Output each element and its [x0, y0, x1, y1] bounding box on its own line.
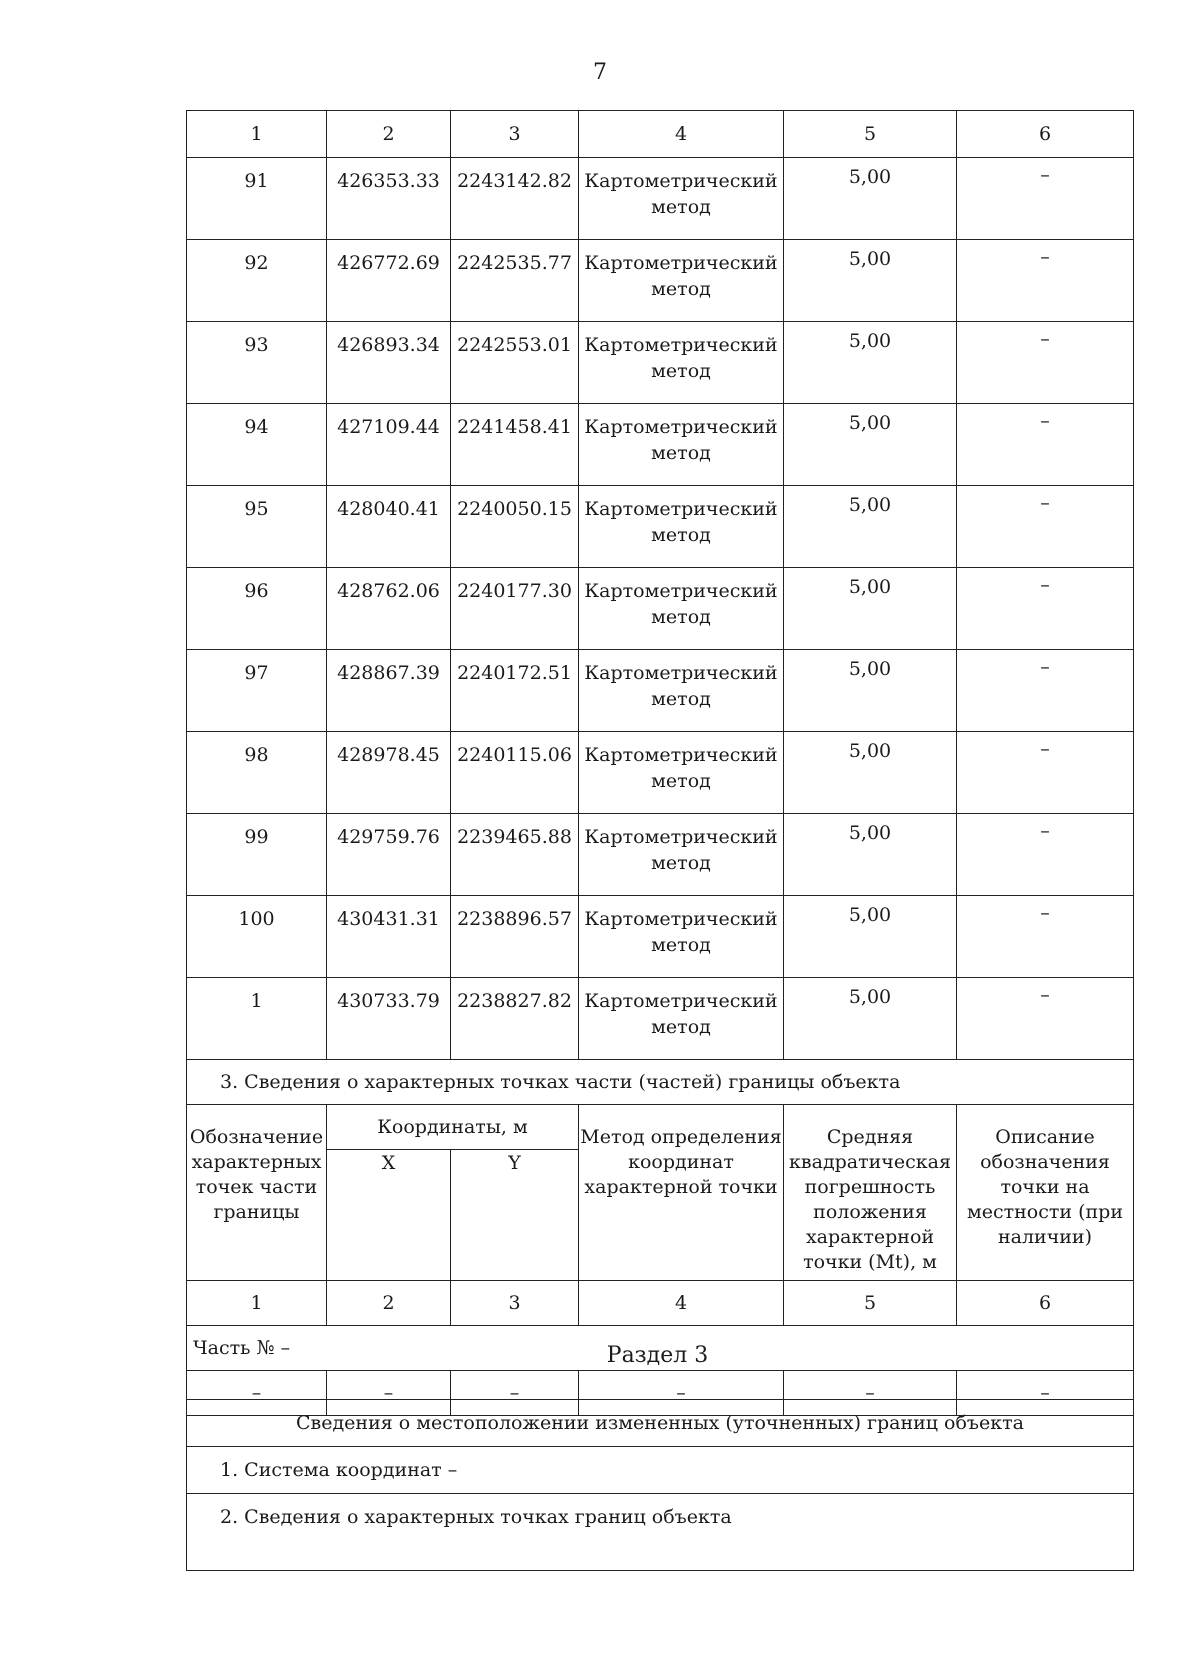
- description-cell: –: [957, 158, 1134, 240]
- method-header: Метод определения координат характерной точки: [579, 1105, 784, 1281]
- x-coordinate: 430431.31: [327, 896, 451, 978]
- dash-cell: –: [957, 1371, 1134, 1416]
- x-coordinate: 428762.06: [327, 568, 451, 650]
- y-coordinate: 2238896.57: [451, 896, 579, 978]
- section-3-title-row: [187, 1060, 1134, 1105]
- error-value: 5,00: [784, 978, 957, 1060]
- y-coordinate: 2242535.77: [451, 240, 579, 322]
- column-number: 6: [957, 1281, 1134, 1326]
- dash-cell: –: [451, 1371, 579, 1416]
- column-number: 2: [327, 111, 451, 158]
- column-number: 3: [451, 1281, 579, 1326]
- changed-boundaries-table: [186, 1399, 1134, 1571]
- table-row: [187, 814, 1134, 896]
- description-cell: –: [957, 978, 1134, 1060]
- coordinates-header: Координаты, м: [327, 1105, 579, 1150]
- section-3-title: 3. Сведения о характерных точках части (частей) границы объекта: [187, 1060, 1134, 1105]
- method-cell: Картометрический метод: [579, 158, 784, 240]
- point-number: 91: [187, 158, 327, 240]
- point-number: 94: [187, 404, 327, 486]
- method-cell: Картометрический метод: [579, 568, 784, 650]
- column-number: 1: [187, 111, 327, 158]
- x-coordinate: 428040.41: [327, 486, 451, 568]
- column-number: 4: [579, 111, 784, 158]
- x-header: X: [327, 1150, 451, 1281]
- point-number: 93: [187, 322, 327, 404]
- column-number: 3: [451, 111, 579, 158]
- x-coordinate: 430733.79: [327, 978, 451, 1060]
- description-cell: –: [957, 404, 1134, 486]
- column-number: 5: [784, 1281, 957, 1326]
- error-value: 5,00: [784, 568, 957, 650]
- point-number: 100: [187, 896, 327, 978]
- y-coordinate: 2238827.82: [451, 978, 579, 1060]
- table-row: [187, 896, 1134, 978]
- point-designation-header: Обозначение характерных точек части границы: [187, 1105, 327, 1281]
- column-number: 2: [327, 1281, 451, 1326]
- table-row: [187, 240, 1134, 322]
- description-cell: –: [957, 814, 1134, 896]
- error-value: 5,00: [784, 896, 957, 978]
- x-coordinate: 426353.33: [327, 158, 451, 240]
- table-row: [187, 732, 1134, 814]
- method-cell: Картометрический метод: [579, 732, 784, 814]
- error-value: 5,00: [784, 732, 957, 814]
- error-value: 5,00: [784, 486, 957, 568]
- coordinate-system-row: 1. Система координат –: [187, 1447, 1134, 1494]
- error-value: 5,00: [784, 404, 957, 486]
- part-label: Часть № –: [187, 1326, 1134, 1371]
- point-number: 99: [187, 814, 327, 896]
- error-value: 5,00: [784, 158, 957, 240]
- table-row: [187, 404, 1134, 486]
- y-coordinate: 2242553.01: [451, 322, 579, 404]
- characteristic-points-row: 2. Сведения о характерных точках границ объекта: [187, 1494, 1134, 1571]
- x-coordinate: 429759.76: [327, 814, 451, 896]
- table-row: [187, 568, 1134, 650]
- error-value: 5,00: [784, 814, 957, 896]
- column-number: 5: [784, 111, 957, 158]
- point-number: 1: [187, 978, 327, 1060]
- method-cell: Картометрический метод: [579, 404, 784, 486]
- description-cell: –: [957, 322, 1134, 404]
- x-coordinate: 428978.45: [327, 732, 451, 814]
- table-row: [187, 978, 1134, 1060]
- method-cell: Картометрический метод: [579, 978, 784, 1060]
- column-number-row-2: [187, 1281, 1134, 1326]
- y-coordinate: 2239465.88: [451, 814, 579, 896]
- table-row: [187, 158, 1134, 240]
- table-row: [187, 486, 1134, 568]
- error-value: 5,00: [784, 240, 957, 322]
- x-coordinate: 426772.69: [327, 240, 451, 322]
- column-number: 4: [579, 1281, 784, 1326]
- point-number: 98: [187, 732, 327, 814]
- y-coordinate: 2240115.06: [451, 732, 579, 814]
- description-cell: –: [957, 896, 1134, 978]
- description-cell: –: [957, 732, 1134, 814]
- error-header: Средняя квадратическая погрешность положения характерной точки (Mt), м: [784, 1105, 957, 1281]
- column-number: 6: [957, 111, 1134, 158]
- description-cell: –: [957, 568, 1134, 650]
- error-value: 5,00: [784, 322, 957, 404]
- point-number: 95: [187, 486, 327, 568]
- method-cell: Картометрический метод: [579, 814, 784, 896]
- dash-cell: –: [784, 1371, 957, 1416]
- y-header: Y: [451, 1150, 579, 1281]
- description-cell: –: [957, 650, 1134, 732]
- parts-header-row: [187, 1105, 1134, 1150]
- dash-cell: –: [579, 1371, 784, 1416]
- boundary-points-table: [186, 110, 1134, 1416]
- point-number: 96: [187, 568, 327, 650]
- method-cell: Картометрический метод: [579, 896, 784, 978]
- point-number: 97: [187, 650, 327, 732]
- method-cell: Картометрический метод: [579, 240, 784, 322]
- column-number-row: [187, 111, 1134, 158]
- x-coordinate: 426893.34: [327, 322, 451, 404]
- y-coordinate: 2240050.15: [451, 486, 579, 568]
- x-coordinate: 427109.44: [327, 404, 451, 486]
- page-number: 7: [593, 60, 607, 85]
- dash-cell: –: [327, 1371, 451, 1416]
- changed-boundaries-title: Сведения о местоположении измененных (уточненных) границ объекта: [187, 1400, 1134, 1447]
- y-coordinate: 2240172.51: [451, 650, 579, 732]
- description-cell: –: [957, 240, 1134, 322]
- description-cell: –: [957, 486, 1134, 568]
- column-number: 1: [187, 1281, 327, 1326]
- method-cell: Картометрический метод: [579, 322, 784, 404]
- y-coordinate: 2243142.82: [451, 158, 579, 240]
- table-row: [187, 322, 1134, 404]
- section-heading: Раздел 3: [606, 1343, 709, 1368]
- error-value: 5,00: [784, 650, 957, 732]
- y-coordinate: 2241458.41: [451, 404, 579, 486]
- method-cell: Картометрический метод: [579, 486, 784, 568]
- y-coordinate: 2240177.30: [451, 568, 579, 650]
- description-header: Описание обозначения точки на местности (при наличии): [957, 1105, 1134, 1281]
- point-number: 92: [187, 240, 327, 322]
- x-coordinate: 428867.39: [327, 650, 451, 732]
- method-cell: Картометрический метод: [579, 650, 784, 732]
- dash-cell: –: [187, 1371, 327, 1416]
- table-row: [187, 650, 1134, 732]
